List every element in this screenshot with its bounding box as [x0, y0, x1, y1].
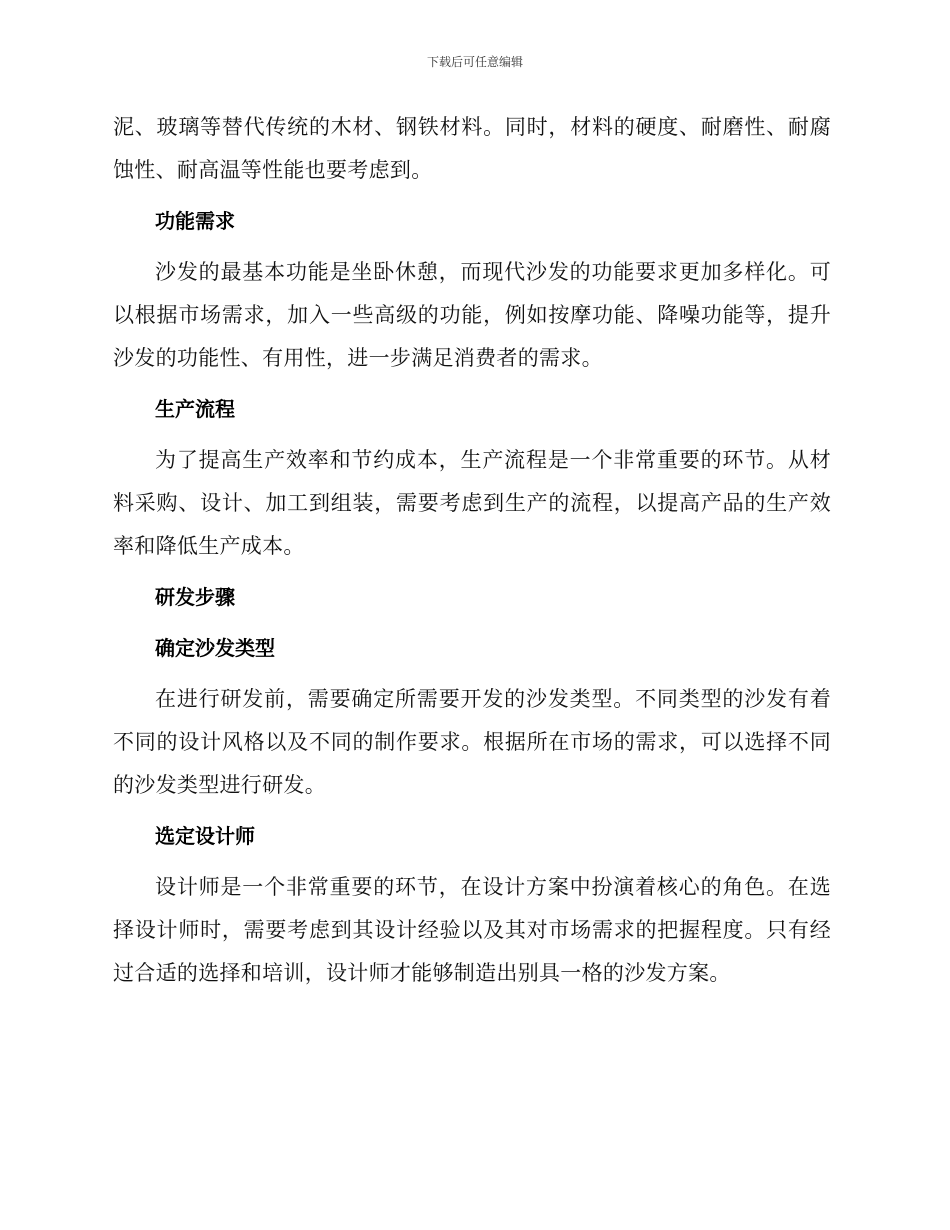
heading-determine-sofa-type: 确定沙发类型 — [155, 636, 275, 660]
heading-rd-steps: 研发步骤 — [155, 585, 235, 609]
document-body — [113, 106, 831, 1003]
paragraph-function-requirements: 沙发的最基本功能是坐卧休憩，而现代沙发的功能要求更加多样化。可以根据市场需求，加入一些高级的功能，例如按摩功能、降噪功能等，提升沙发的功能性、有用性，进一步满足消费者的需求。 — [113, 260, 831, 370]
page-header: 下载后可任意编辑 — [426, 55, 523, 69]
heading-select-designer: 选定设计师 — [155, 824, 255, 848]
paragraph-materials-continued: 泥、玻璃等替代传统的木材、钢铁材料。同时，材料的硬度、耐磨性、耐腐蚀性、耐高温等性能也要考虑到。 — [113, 115, 831, 182]
paragraph-select-designer: 设计师是一个非常重要的环节，在设计方案中扮演着核心的角色。在选择设计师时，需要考虑到其设计经验以及其对市场需求的把握程度。只有经过合适的选择和培训，设计师才能够制造出别具一格的沙发方案。 — [113, 875, 831, 985]
paragraph-determine-sofa-type: 在进行研发前，需要确定所需要开发的沙发类型。不同类型的沙发有着不同的设计风格以及不同的制作要求。根据所在市场的需求，可以选择不同的沙发类型进行研发。 — [113, 687, 831, 797]
heading-function-requirements: 功能需求 — [155, 209, 235, 233]
heading-production-process: 生产流程 — [155, 397, 235, 421]
paragraph-production-process: 为了提高生产效率和节约成本，生产流程是一个非常重要的环节。从材料采购、设计、加工到组装，需要考虑到生产的流程，以提高产品的生产效率和降低生产成本。 — [113, 448, 831, 558]
